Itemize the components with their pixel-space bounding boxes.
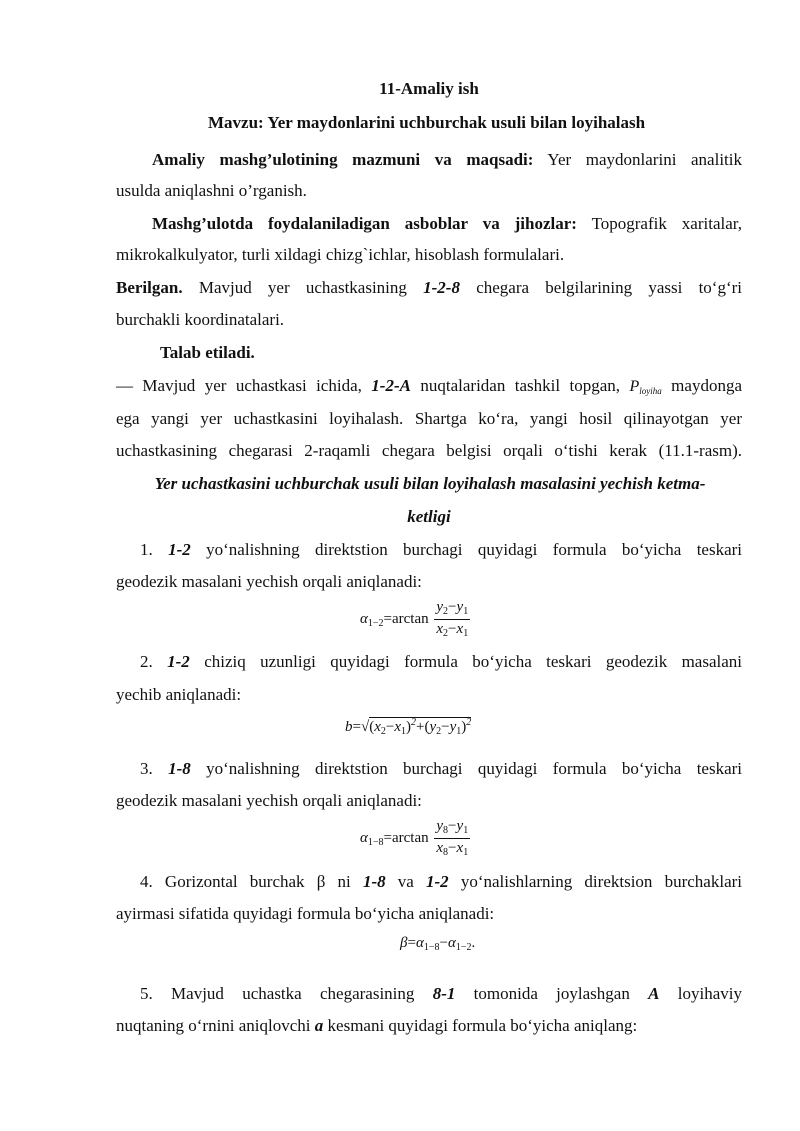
- p-loyiha-symbol: $P_{loyiha}$: [629, 378, 662, 396]
- step-3-number: 3.: [140, 759, 153, 778]
- step-1-text: yo‘nalishning direktstion burchagi quyidagi formula bo‘yicha teskari: [206, 540, 743, 559]
- topic-text: Mavzu: Yer maydonlarini uchburchak usuli bilan loyihalash: [208, 113, 646, 132]
- required-label: Talab etiladi.: [160, 343, 255, 362]
- step-4-code-a: 1-8: [362, 872, 386, 891]
- step-5-code: 8-1: [432, 984, 456, 1003]
- step-5-point: A: [648, 984, 660, 1003]
- step-5-segment: a: [314, 1016, 324, 1035]
- required-line-1: [116, 377, 742, 396]
- given-text-a: Mavjud yer uchastkasining: [198, 278, 407, 297]
- step-2-line-1: [140, 653, 742, 670]
- required-line-3: uchastkasining chegarasi 2-raqamli chegara belgisi orqali o‘tishi kerak (11.1-rasm).: [116, 441, 742, 460]
- tools-text: Topografik xaritalar,: [591, 214, 742, 233]
- step-4-line-2: ayirmasi sifatida quyidagi formula bo‘yicha aniqlanadi:: [116, 904, 495, 923]
- step-5-text-b: tomonida joylashgan: [473, 984, 630, 1003]
- purpose-line-2: usulda aniqlashni o’rganish.: [116, 181, 307, 200]
- formula-distance-b: $b=√(x_2-x_1)^2+(y_2-y_1)^2$: [345, 717, 472, 737]
- formula-beta: $\beta=\alpha_{1-8}-\alpha_{1-2}$.: [400, 935, 476, 953]
- step-5-line-2-b: kesmani quyidagi formula bo‘yicha aniqlang:: [327, 1016, 638, 1035]
- step-2-number: 2.: [140, 652, 153, 671]
- sequence-title-line-2: ketligi: [407, 507, 451, 526]
- step-1-number: 1.: [140, 540, 153, 559]
- given-line-1: [116, 279, 742, 296]
- step-4-text-b: va: [397, 872, 414, 891]
- given-code: 1-2-8: [423, 278, 460, 297]
- step-4-code-b: 1-2: [426, 872, 449, 891]
- required-text-b: nuqtalaridan tashkil topgan,: [420, 376, 621, 395]
- given-text-b: chegara belgilarining yassi to‘g‘ri: [476, 278, 743, 297]
- step-5-line-2: [116, 1017, 742, 1034]
- step-3-line-2: geodezik masalani yechish orqali aniqlanadi:: [116, 791, 422, 810]
- step-1-line-2: geodezik masalani yechish orqali aniqlanadi:: [116, 572, 422, 591]
- required-line-2: ega yangi yer uchastkasini loyihalash. Shartga ko‘ra, yangi hosil qilinayotgan yer: [116, 409, 742, 428]
- tools-line-1: [152, 215, 742, 232]
- step-3-text: yo‘nalishning direktstion burchagi quyidagi formula bo‘yicha teskari: [206, 759, 743, 778]
- purpose-text: Yer maydonlarini analitik: [547, 150, 742, 169]
- step-1-line-1: [140, 541, 742, 558]
- required-text-c: maydonga: [671, 376, 742, 395]
- dash: —: [116, 376, 133, 395]
- step-4-line-1: [140, 873, 742, 890]
- formula-alpha-1-2: $\alpha_{1-2}=\arctan$ $\frac{y_2-y_1}{x_2-x_1}$: [360, 599, 469, 639]
- tools-label: Mashg’ulotda foydalaniladigan asboblar va jihozlar:: [152, 214, 577, 233]
- step-4-text-a: Gorizontal burchak β ni: [164, 872, 351, 891]
- required-heading: [160, 344, 786, 361]
- step-5-line-2-a: nuqtaning o‘rnini aniqlovchi: [116, 1016, 311, 1035]
- step-4-number: 4.: [140, 872, 153, 891]
- step-2-text: chiziq uzunligi quyidagi formula bo‘yicha teskari geodezik masalani: [204, 652, 743, 671]
- given-label: Berilgan.: [116, 278, 183, 297]
- formula-alpha-1-8: $\alpha_{1-8}=\arctan$ $\frac{y_8-y_1}{x_8-x_1}$: [360, 818, 469, 858]
- step-5-line-1: [140, 985, 742, 1002]
- step-4-text-c: yo‘nalishlarning direktsion burchaklari: [460, 872, 743, 891]
- step-5-number: 5.: [140, 984, 153, 1003]
- purpose-line-1: [152, 151, 742, 168]
- title-text: 11-Amaliy ish: [379, 79, 479, 98]
- required-code: 1-2-A: [371, 376, 411, 395]
- step-2-line-2: yechib aniqlanadi:: [116, 685, 242, 704]
- document-title: [116, 80, 742, 97]
- required-text-a: Mavjud yer uchastkasi ichida,: [142, 376, 362, 395]
- tools-line-2: mikrokalkulyator, turli xildagi chizg`ichlar, hisoblash formulalari.: [116, 245, 565, 264]
- step-5-text-c: loyihaviy: [677, 984, 742, 1003]
- given-line-2: burchakli koordinatalari.: [116, 310, 285, 329]
- topic-heading: [208, 114, 708, 131]
- step-3-code: 1-8: [168, 759, 191, 778]
- purpose-label: Amaliy mashg’ulotining mazmuni va maqsadi:: [152, 150, 534, 169]
- sequence-title-line-1: Yer uchastkasini uchburchak usuli bilan loyihalash masalasini yechish ketma-: [154, 474, 706, 493]
- step-2-code: 1-2: [167, 652, 190, 671]
- step-5-text-a: Mavjud uchastka chegarasining: [171, 984, 415, 1003]
- step-1-code: 1-2: [168, 540, 191, 559]
- step-3-line-1: [140, 760, 742, 777]
